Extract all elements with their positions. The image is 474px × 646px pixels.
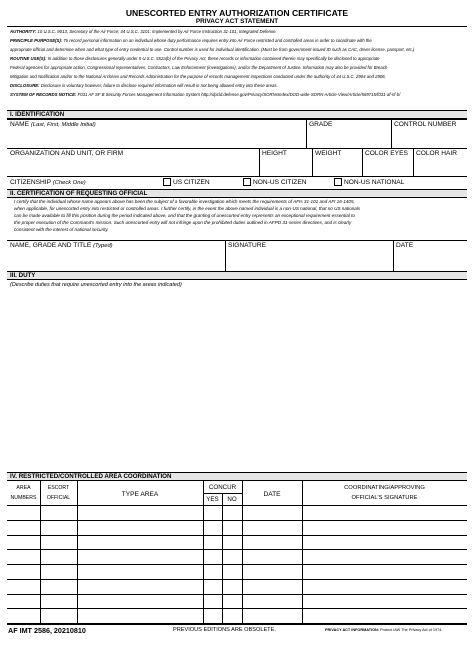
official-signature-field[interactable]	[226, 250, 393, 271]
concur-yes-cell[interactable]	[203, 564, 222, 579]
escort-official-cell[interactable]	[40, 549, 77, 564]
height-field[interactable]	[260, 157, 312, 176]
disclosure-text: Disclosure is voluntary however, failure to disclose required information will result in not being allowed entry into these areas.	[40, 83, 278, 88]
hair-color-label: COLOR HAIR	[416, 150, 458, 157]
concur-no-cell[interactable]	[222, 520, 242, 535]
privacy-act-heading: PRIVACY ACT STATEMENT	[195, 18, 279, 25]
table-row	[7, 594, 467, 609]
hair-color-field[interactable]	[414, 157, 467, 176]
name-field[interactable]	[7, 127, 306, 148]
type-area-cell[interactable]	[77, 564, 203, 579]
table-row	[7, 505, 467, 520]
date-cell[interactable]	[242, 579, 302, 594]
citizenship-label-text: CITIZENSHIP	[10, 179, 51, 186]
concur-no-cell[interactable]	[222, 535, 242, 550]
escort-official-cell[interactable]	[40, 594, 77, 609]
area-number-cell[interactable]	[7, 505, 40, 520]
section-1-title: I. IDENTIFICATION	[10, 111, 65, 118]
name-label-text: NAME	[10, 121, 30, 128]
type-area-cell[interactable]	[77, 579, 203, 594]
date-cell[interactable]	[242, 520, 302, 535]
signature-cell[interactable]	[302, 579, 467, 594]
authority-label: AUTHORITY:	[10, 29, 37, 34]
concur-yes-cell[interactable]	[203, 549, 222, 564]
routine-text-2: Federal agencies for appropriate action, Congressional representatives, Contractors, Law Enforcement (investigations), and/or the Department of Justice. Information may also be provided for Breach	[10, 65, 388, 70]
eye-color-label: COLOR EYES	[365, 150, 408, 157]
concur-yes-cell[interactable]	[203, 579, 222, 594]
col-coord-line-1: COORDINATING/APPROVING	[344, 485, 425, 491]
us-citizen-checkbox[interactable]	[163, 178, 171, 186]
control-number-field[interactable]	[392, 127, 467, 148]
section-4-title: IV. RESTRICTED/CONTROLLED AREA COORDINATION	[10, 473, 172, 480]
routine-text-3: Mitigation and Notification and/or to the National Archives and Records Administration for the purpose of records management inspections conducted under the authority of 44 U.S.C. 2904 and 2906.	[10, 74, 386, 79]
escort-official-cell[interactable]	[40, 608, 77, 623]
signature-label: SIGNATURE	[228, 242, 266, 249]
signature-cell[interactable]	[302, 594, 467, 609]
eye-color-field[interactable]	[363, 157, 413, 176]
area-number-cell[interactable]	[7, 535, 40, 550]
type-area-cell[interactable]	[77, 608, 203, 623]
concur-no-cell[interactable]	[222, 549, 242, 564]
date-cell[interactable]	[242, 564, 302, 579]
escort-official-cell[interactable]	[40, 505, 77, 520]
date-cell[interactable]	[242, 505, 302, 520]
col-area-line-2: NUMBERS	[10, 495, 37, 501]
official-name-field[interactable]	[7, 250, 225, 271]
table-row	[7, 579, 467, 594]
type-area-cell[interactable]	[77, 520, 203, 535]
routine-label: ROUTINE USE(S):	[10, 56, 47, 61]
escort-official-cell[interactable]	[40, 520, 77, 535]
org-label: ORGANIZATION AND UNIT, OR FIRM	[10, 150, 124, 157]
org-field[interactable]	[7, 157, 259, 176]
cert-line-1: I certify that the individual whose name appears above has been the subject of a favorable investigation which meets the requirements of AFIs 31-101 and AFI 16-1405,	[14, 199, 355, 204]
area-number-cell[interactable]	[7, 579, 40, 594]
col-escort-line-1: ESCORT	[47, 485, 70, 491]
routine-text-1: In addition to those disclosures generally under 5 U.S.C. 552a(b) of the Privacy Act, these records or information contained therein may specifically be disclosed to appropriate	[47, 56, 380, 61]
section-3-header	[7, 271, 467, 280]
duty-field[interactable]	[7, 290, 467, 470]
col-area-line-1: AREA	[16, 485, 31, 491]
concur-no-cell[interactable]	[222, 505, 242, 520]
col-coord-header	[302, 483, 467, 503]
concur-no-cell[interactable]	[222, 579, 242, 594]
cert-line-3: can be made available to fill this position during the period indicated above, and that the granting of unescorted entry represents an exceptional requirement essential to	[14, 213, 355, 218]
table-row	[7, 608, 467, 623]
previous-editions-note: PREVIOUS EDITIONS ARE OBSOLETE.	[173, 627, 276, 633]
cert-line-5: consistent with the interest of national security.	[14, 227, 109, 232]
concur-no-cell[interactable]	[222, 608, 242, 623]
signature-cell[interactable]	[302, 535, 467, 550]
cert-line-2: when applicable, for unescorted entry into restricted or controlled areas. I further certify, in the event the above named individual is a non-US national, that no US nationals	[14, 206, 361, 211]
concur-yes-cell[interactable]	[203, 594, 222, 609]
grade-label: GRADE	[309, 121, 333, 128]
type-area-cell[interactable]	[77, 505, 203, 520]
citizenship-label	[10, 179, 86, 186]
grade-field[interactable]	[307, 127, 391, 148]
concur-yes-cell[interactable]	[203, 535, 222, 550]
date-cell[interactable]	[242, 608, 302, 623]
signature-cell[interactable]	[302, 520, 467, 535]
sorn-label: SYSTEM OF RECORDS NOTICE:	[10, 92, 77, 97]
area-number-cell[interactable]	[7, 594, 40, 609]
form-page	[7, 7, 467, 633]
area-number-cell[interactable]	[7, 608, 40, 623]
citizenship-hint: (Check One)	[52, 180, 86, 186]
name-hint: (Last, First, Middle Initial)	[30, 122, 96, 128]
col-coord-line-2: OFFICIAL'S SIGNATURE	[351, 495, 418, 501]
table-row	[7, 549, 467, 564]
control-number-label: CONTROL NUMBER	[394, 121, 457, 128]
non-us-citizen-checkbox[interactable]	[243, 178, 251, 186]
weight-field[interactable]	[313, 157, 362, 176]
coordination-table	[7, 481, 467, 623]
sorn-text: F031 AF SF B Security Forces Management Information System http://dpcld.defense.gov/Privacy/SORNsIndex/DOD-wide-SORN-Article-View/Article/569715/f031-af-sf-b/	[77, 92, 401, 97]
date-cell[interactable]	[242, 594, 302, 609]
concur-no-cell[interactable]	[222, 564, 242, 579]
col-concur-header: CONCUR	[208, 484, 237, 491]
section-4-header	[7, 472, 467, 481]
privacy-footer-text: Protect IAW The Privacy Act of 1974.	[380, 628, 443, 632]
table-row	[7, 535, 467, 550]
purpose-text-1: To record personal information on an individual whose duty performance requires entry into Air Force restricted and controlled areas in order to coordinate with the	[63, 38, 372, 43]
cert-line-4: the proper execution of the Command's mission. Such unescorted entry will not infringe upon the prohibited duties outlined in AFPD 31-series directives, and is clearly	[14, 220, 352, 225]
non-us-citizen-label: NON-US CITIZEN	[253, 179, 307, 186]
concur-yes-cell[interactable]	[203, 608, 222, 623]
section-2-header	[7, 189, 467, 198]
purpose-text-2: appropriate official and determine when and what type of entry credential to use. Control number is used for individual identification. (Must be from government-issued ID such as CAC, driver license, passport, etc.)	[10, 47, 415, 52]
privacy-footer-label: PRIVACY ACT INFORMATION:	[325, 628, 380, 632]
col-area-header	[7, 483, 40, 503]
name-grade-title-text: NAME, GRADE AND TITLE	[10, 242, 92, 249]
privacy-footer	[325, 628, 442, 632]
purpose-label: PRINCIPLE PURPOSE(S):	[10, 38, 63, 43]
name-grade-hint: (Typed)	[93, 243, 113, 249]
col-type-area-header: TYPE AREA	[121, 491, 159, 498]
col-escort-line-2: OFFICIAL	[46, 495, 71, 501]
area-number-cell[interactable]	[7, 549, 40, 564]
signature-cell[interactable]	[302, 608, 467, 623]
table-row	[7, 564, 467, 579]
form-id: AF IMT 2586, 20210810	[8, 626, 86, 635]
type-area-cell[interactable]	[77, 535, 203, 550]
non-us-national-checkbox[interactable]	[334, 178, 342, 186]
concur-yes-cell[interactable]	[203, 505, 222, 520]
escort-official-cell[interactable]	[40, 535, 77, 550]
name-grade-title-label	[10, 242, 113, 249]
section-3-title: III. DUTY	[10, 272, 36, 279]
non-us-national-label: NON-US NATIONAL	[344, 179, 405, 186]
col-yes-header: YES	[206, 496, 219, 503]
authority-text: 10 U.S.C. 9013, Secretary of the Air Force; 44 U.S.C. 3101; implemented by Air Force Instruction 31-101, Integrated Defense.	[37, 29, 277, 34]
official-date-field[interactable]	[394, 250, 467, 271]
concur-no-cell[interactable]	[222, 594, 242, 609]
col-escort-header	[40, 483, 77, 503]
signature-cell[interactable]	[302, 505, 467, 520]
date-cell[interactable]	[242, 549, 302, 564]
us-citizen-label: US CITIZEN	[173, 179, 210, 186]
escort-official-cell[interactable]	[40, 579, 77, 594]
col-date-header: DATE	[263, 491, 281, 498]
height-label: HEIGHT	[262, 150, 287, 157]
section-2-title: II. CERTIFICATION OF REQUESTING OFFICIAL	[10, 190, 148, 197]
col-no-header: NO	[227, 496, 237, 503]
disclosure-label: DISCLOSURE:	[10, 83, 40, 88]
section-1-header	[7, 110, 467, 119]
type-area-cell[interactable]	[77, 594, 203, 609]
type-area-cell[interactable]	[77, 549, 203, 564]
form-title: UNESCORTED ENTRY AUTHORIZATION CERTIFICATE	[125, 8, 349, 18]
area-number-cell[interactable]	[7, 520, 40, 535]
signature-cell[interactable]	[302, 549, 467, 564]
duty-hint: (Describe duties that require unescorted entry into the areas indicated)	[10, 282, 182, 288]
date-label: DATE	[396, 242, 414, 249]
date-cell[interactable]	[242, 535, 302, 550]
table-row	[7, 520, 467, 535]
area-number-cell[interactable]	[7, 564, 40, 579]
concur-yes-cell[interactable]	[203, 520, 222, 535]
escort-official-cell[interactable]	[40, 564, 77, 579]
signature-cell[interactable]	[302, 564, 467, 579]
weight-label: WEIGHT	[315, 150, 342, 157]
